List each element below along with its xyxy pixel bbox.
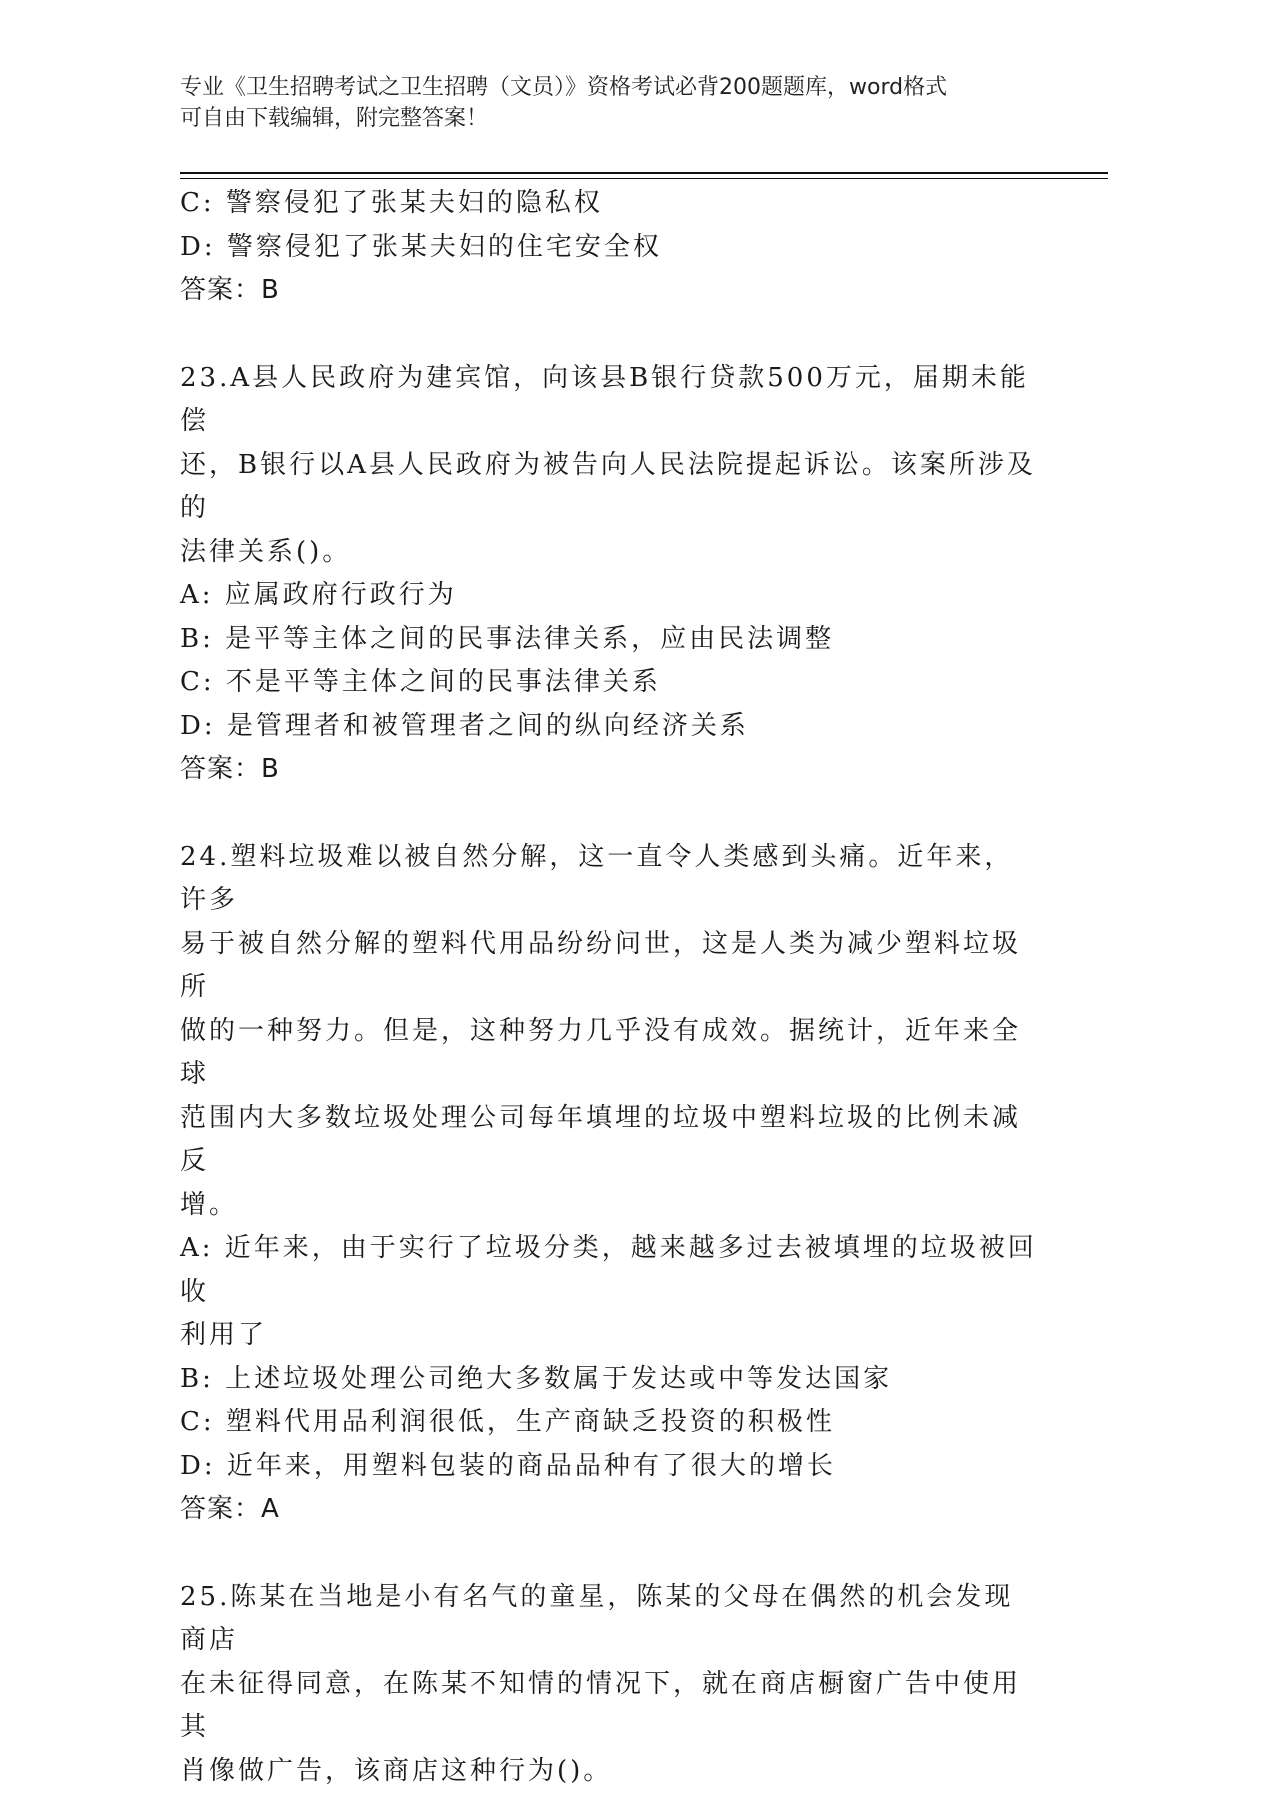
question-stem-line: 做的一种努力。但是，这种努力几乎没有成效。据统计，近年来全球 xyxy=(180,1010,1040,1097)
question-23 xyxy=(180,357,1040,792)
question-stem-line: 肖像做广告，该商店这种行为()。 xyxy=(180,1750,1040,1793)
option-b: B: 上述垃圾处理公司绝大多数属于发达或中等发达国家 xyxy=(180,1358,1040,1402)
option-a: A: 应属政府行政行为 xyxy=(180,574,1040,618)
header-line-2: 可自由下载编辑，附完整答案！ xyxy=(180,103,1040,134)
header-divider-thick xyxy=(180,172,1108,174)
question-24 xyxy=(180,836,1040,1532)
spacer xyxy=(180,792,1040,836)
question-22-tail xyxy=(180,182,1040,313)
question-25 xyxy=(180,1576,1040,1793)
answer-line: 答案：B xyxy=(180,748,1040,792)
option-c: C: 塑料代用品利润很低，生产商缺乏投资的积极性 xyxy=(180,1401,1040,1445)
option-d: D: 警察侵犯了张某夫妇的住宅安全权 xyxy=(180,226,1040,270)
option-c: C: 警察侵犯了张某夫妇的隐私权 xyxy=(180,182,1040,226)
option-a: A: 近年来，由于实行了垃圾分类，越来越多过去被填埋的垃圾被回收 xyxy=(180,1227,1040,1314)
header-line-1: 专业《卫生招聘考试之卫生招聘（文员）》资格考试必背200题题库，word格式 xyxy=(180,72,1040,103)
option-d: D: 近年来，用塑料包装的商品品种有了很大的增长 xyxy=(180,1445,1040,1489)
question-stem-line: 法律关系()。 xyxy=(180,531,1040,575)
question-stem-line: 还，B银行以A县人民政府为被告向人民法院提起诉讼。该案所涉及的 xyxy=(180,444,1040,531)
option-d: D: 是管理者和被管理者之间的纵向经济关系 xyxy=(180,705,1040,749)
question-stem-line: 在未征得同意，在陈某不知情的情况下，就在商店橱窗广告中使用其 xyxy=(180,1663,1040,1750)
document-header xyxy=(180,72,1040,134)
answer-line: 答案：A xyxy=(180,1488,1040,1532)
document-body xyxy=(180,182,1040,1793)
question-stem-line: 范围内大多数垃圾处理公司每年填埋的垃圾中塑料垃圾的比例未减反 xyxy=(180,1097,1040,1184)
question-stem-line: 增。 xyxy=(180,1184,1040,1228)
answer-line: 答案：B xyxy=(180,269,1040,313)
question-stem-line: 易于被自然分解的塑料代用品纷纷问世，这是人类为减少塑料垃圾所 xyxy=(180,923,1040,1010)
question-stem-line: 23.A县人民政府为建宾馆，向该县B银行贷款500万元，届期未能偿 xyxy=(180,357,1040,444)
spacer xyxy=(180,1532,1040,1576)
question-stem-line: 24.塑料垃圾难以被自然分解，这一直令人类感到头痛。近年来，许多 xyxy=(180,836,1040,923)
header-divider-thin xyxy=(180,178,1108,179)
spacer xyxy=(180,313,1040,357)
option-c: C: 不是平等主体之间的民事法律关系 xyxy=(180,661,1040,705)
option-a-continued: 利用了 xyxy=(180,1314,1040,1358)
question-stem-line: 25.陈某在当地是小有名气的童星，陈某的父母在偶然的机会发现商店 xyxy=(180,1576,1040,1663)
option-b: B: 是平等主体之间的民事法律关系，应由民法调整 xyxy=(180,618,1040,662)
